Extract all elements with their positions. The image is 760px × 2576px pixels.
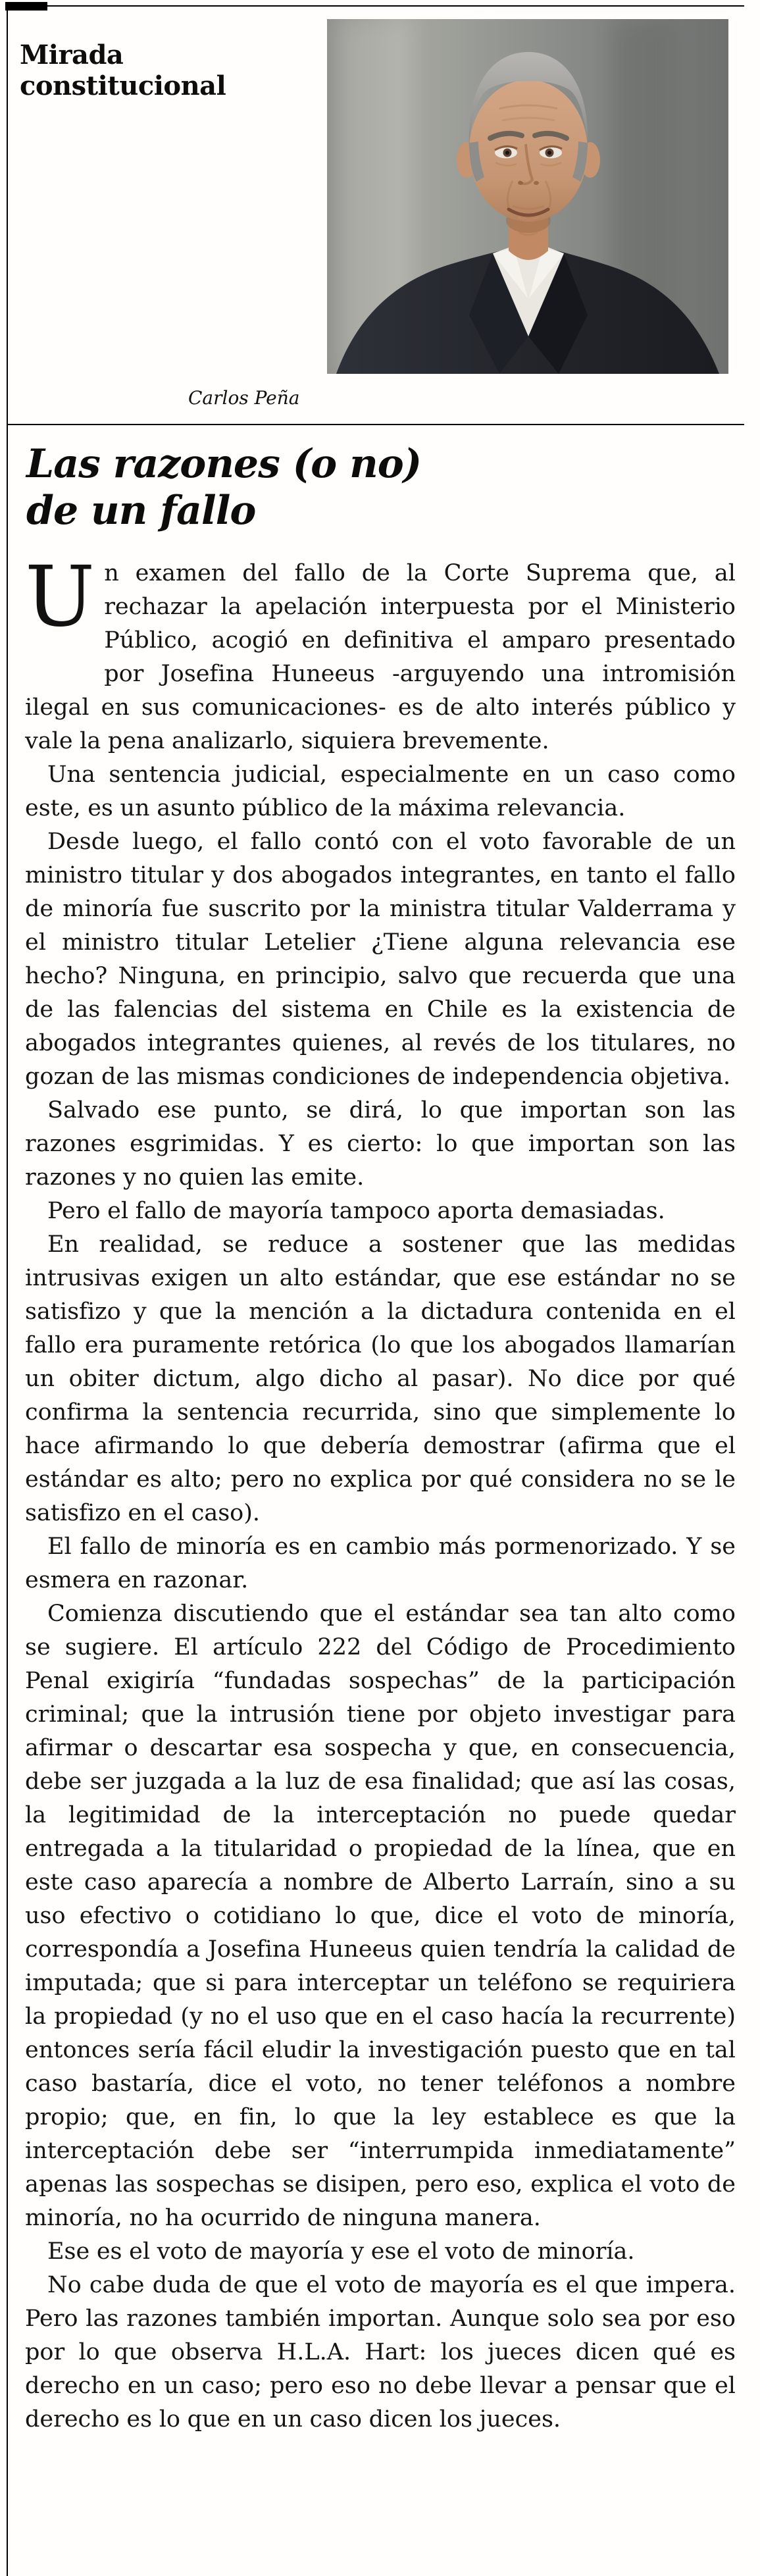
paragraph: Pero el fallo de mayoría tampoco aporta demasiadas. (47, 1198, 665, 1224)
column-kicker (20, 39, 226, 101)
paragraph: Salvado ese punto, se dirá, lo que importan son las razones esgrimidas. Y es cierto: lo que importan son las razones y no quien las emite. (25, 1097, 736, 1191)
paragraph (25, 548, 736, 758)
paragraph: En realidad, se reduce a sostener que las medidas intrusivas exigen un alto estándar, que ese estándar no se satisfizo y que la mención a la dictadura contenida en el fallo era puramente retórica (lo que los abogados llamarían un obiter dictum, algo dicho al pasar). No dice por qué confirma la sentencia recurrida, sino que simplemente lo hace afirmando lo que debería demostrar (afirma que el estándar es alto; pero no explica por qué considera no se le satisfizo en el caso). (25, 1231, 736, 1526)
top-border-rule (7, 5, 744, 7)
headline-line2: de un fallo (26, 488, 256, 534)
kicker-line1: Mirada (20, 39, 124, 70)
article-body (25, 548, 736, 2436)
header-divider-rule (7, 424, 744, 425)
paragraph: Una sentencia judicial, especialmente en un caso como este, es un asunto público de la máxima relevancia. (25, 761, 736, 821)
left-border-rule (7, 5, 8, 2576)
article-headline (26, 441, 421, 534)
kicker-line2: constitucional (20, 70, 226, 101)
headline-line1: Las razones (o no) (26, 441, 422, 487)
paragraph: El fallo de minoría es en cambio más pormenorizado. Y se esmera en razonar. (25, 1533, 736, 1593)
paragraph: No cabe duda de que el voto de mayoría es el que impera. Pero las razones también importan. Aunque solo sea por eso por lo que observa H.L.A. Hart: los jueces dicen qué es derecho en un caso; pero eso no debe llevar a pensar que el derecho es lo que en un caso dicen los jueces. (25, 2272, 736, 2433)
paragraph: Desde luego, el fallo contó con el voto favorable de un ministro titular y dos abogados integrantes, en tanto el fallo de minoría fue suscrito por la ministra titular Valderrama y el ministro titular Letelier ¿Tiene alguna relevancia ese hecho? Ninguna, en principio, salvo que recuerda que una de las falencias del sistema en Chile es la existencia de abogados integrantes quienes, al revés de los titulares, no gozan de las mismas condiciones de independencia objetiva. (25, 829, 736, 1090)
drop-cap: U (25, 548, 95, 645)
author-photo (327, 19, 728, 374)
paragraph: Ese es el voto de mayoría y ese el voto de minoría. (47, 2238, 635, 2265)
author-caption: Carlos Peña (188, 387, 300, 409)
paragraph-text: n examen del fallo de la Corte Suprema que, al rechazar la apelación interpuesta por el Ministerio Público, acogió en definitiva el amparo presentado por Josefina Huneeus -arguyendo una intromisión ilegal en sus comunicaciones- es de alto interés público y vale la pena analizarlo, siquiera brevemente. (25, 560, 736, 754)
author-portrait-illustration (327, 19, 728, 374)
paragraph: Comienza discutiendo que el estándar sea tan alto como se sugiere. El artículo 222 del Código de Procedimiento Penal exigiría “fundadas sospechas” de la participación criminal; que la intrusión tiene por objeto investigar para afirmar o descartar esa sospecha y que, en consecuencia, debe ser juzgada a la luz de esa finalidad; que así las cosas, la legitimidad de la interceptación no puede quedar entregada a la titularidad o propiedad de la línea, que en este caso aparecía a nombre de Alberto Larraín, sino a su uso efectivo o cotidiano lo que, dice el voto de minoría, correspondía a Josefina Huneeus quien tendría la calidad de imputada; que si para interceptar un teléfono se requiriera la propiedad (y no el uso que en el caso hacía la recurrente) entonces sería fácil eludir la investigación puesto que en tal caso bastaría, dice el voto, no tener teléfonos a nombre propio; que, en fin, lo que la ley establece es que la interceptación debe ser “interrumpida inmediatamente” apenas las sospechas se disipen, pero eso, explica el voto de minoría, no ha ocurrido de ninguna manera. (25, 1601, 736, 2231)
